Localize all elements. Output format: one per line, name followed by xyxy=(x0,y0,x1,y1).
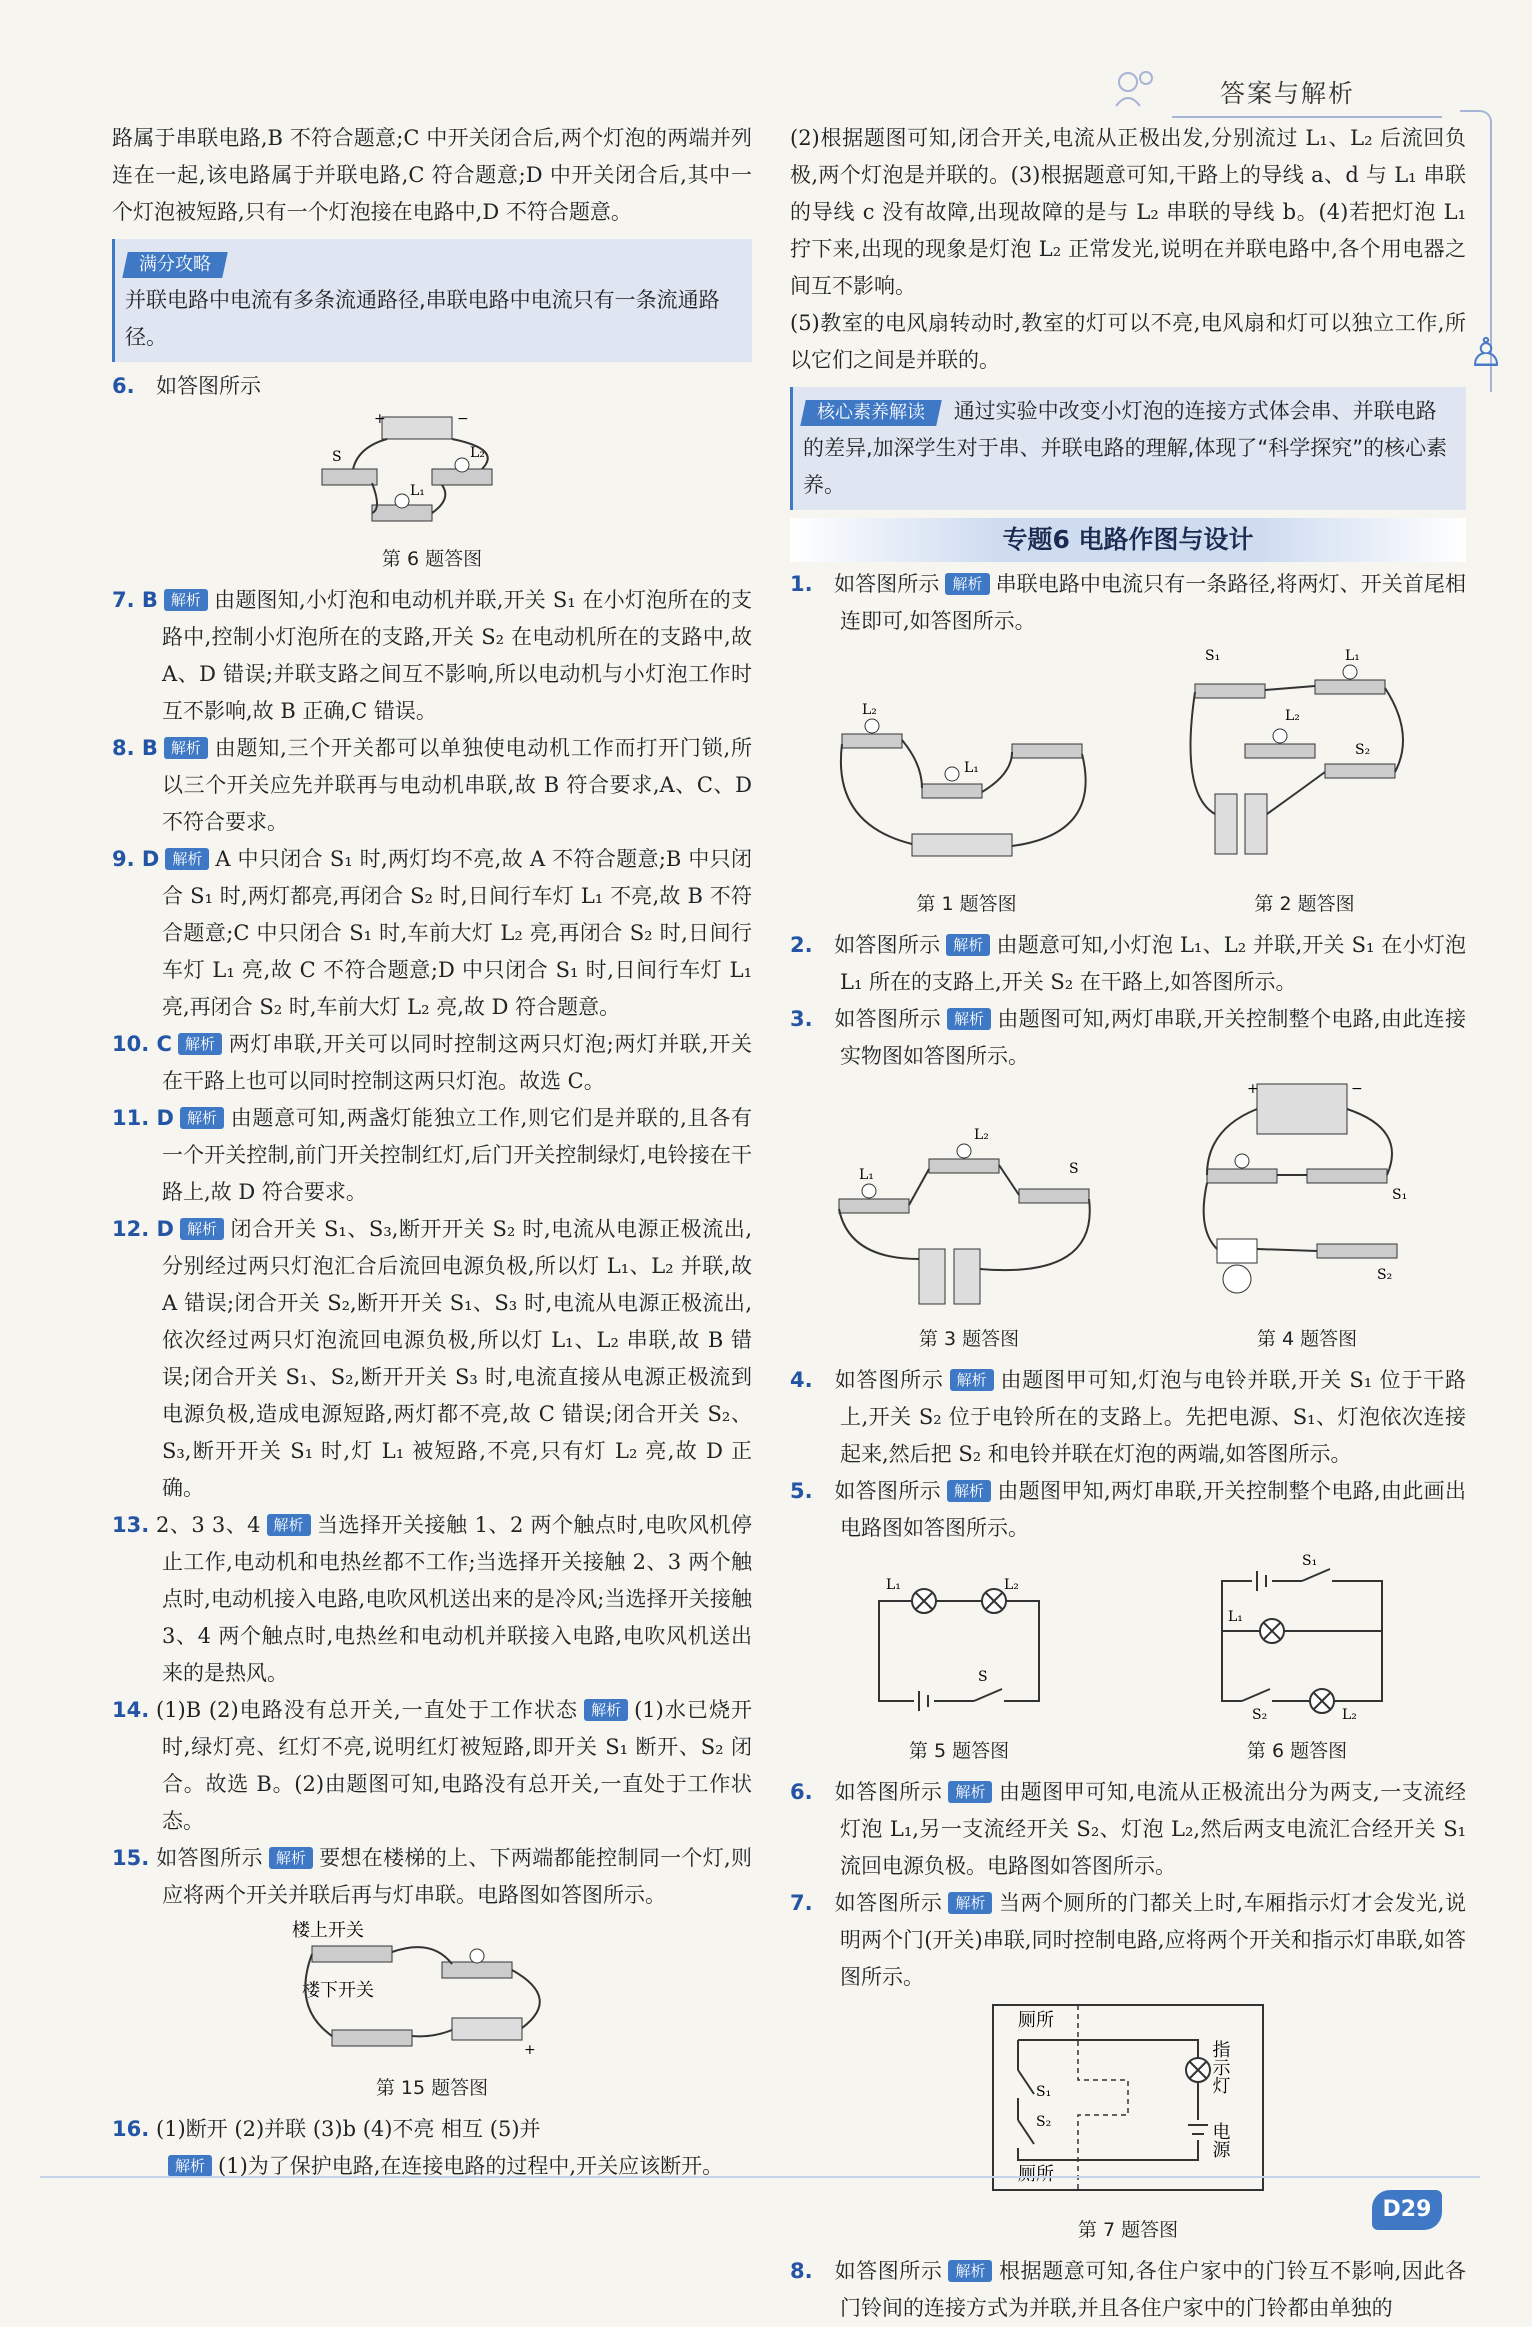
analysis-tag: 解析 xyxy=(269,1847,313,1869)
svg-text:S: S xyxy=(332,449,342,465)
core-literacy-box xyxy=(790,387,1466,510)
r-question-7: 7. 如答图所示 解析 当两个厕所的门都关上时,车厢指示灯才会发光,说明两个门(开关)串联,同时控制电路,应将两个开关和指示灯串联,如答图所示。 xyxy=(790,1891,1467,1989)
svg-text:L₂: L₂ xyxy=(1284,708,1300,724)
header-rule xyxy=(1172,116,1442,118)
circuit-diagram-r7 xyxy=(988,2000,1268,2200)
core-literacy-label: 核心素养解读 xyxy=(800,400,942,426)
page-number: D29 xyxy=(1372,2190,1442,2230)
svg-text:+: + xyxy=(524,2042,536,2058)
question-7: 7. B 解析 由题图知,小灯泡和电动机并联,开关 S₁ 在小灯泡所在的支路中,控制小灯泡所在的支路,开关 S₂ 在电动机所在的支路中,故 A、D 错误;并联支路之间互不影响,所以电动机与小灯泡工作时互不影响,故 B 正确,C 错误。 xyxy=(112,588,752,723)
analysis-tag: 解析 xyxy=(584,1699,628,1721)
svg-text:L₂: L₂ xyxy=(861,702,877,718)
circuit-diagram-6 xyxy=(312,409,552,529)
question-14: 14. (1)B (2)电路没有总开关,一直处于工作状态 解析 (1)水已烧开时,绿灯亮、红灯不亮,说明红灯被短路,即开关 S₁ 断开、S₂ 闭合。故选 B。(2)由题图可知,电路没有总开关,一直处于工作状态。 xyxy=(112,1698,752,1833)
svg-text:S₂: S₂ xyxy=(1377,1267,1393,1283)
core-literacy-text: 通过实验中改变小灯泡的连接方式体会串、并联电路的差异,加深学生对于串、并联电路的理解,体现了“科学探究”的核心素养。 xyxy=(803,399,1448,497)
svg-text:S₂: S₂ xyxy=(1354,742,1370,758)
fig7-lamp-label: 指示灯 xyxy=(1209,2040,1231,2094)
r-question-5: 5. 如答图所示 解析 由题图甲知,两灯串联,开关控制整个电路,由此画出电路图如答图所示。 xyxy=(790,1479,1467,1540)
figure-r6 xyxy=(1202,1551,1392,1770)
right-column xyxy=(790,120,1466,2327)
svg-text:L₂: L₂ xyxy=(974,1127,989,1143)
svg-text:S₁: S₁ xyxy=(1036,2084,1052,2100)
question-6: 6. 如答图所示 xyxy=(112,374,261,398)
r-question-4: 4. 如答图所示 解析 由题图甲可知,灯泡与电铃并联,开关 S₁ 位于干路上,开关 S₂ 位于电铃所在的支路上。先把电源、S₁、灯泡依次连接起来,然后把 S₂ 和电铃并联在灯泡的两端,如答图所示。 xyxy=(790,1368,1466,1466)
question-12: 12. D 解析 闭合开关 S₁、S₃,断开开关 S₂ 时,电流从电源正极流出,分别经过两只灯泡汇合后流回电源负极,所以灯 L₁、L₂ 并联,故 A 错误;闭合开关 S₂,断开开关 S₁、S₃ 时,电流从电源正极流出,依次经过两只灯泡流回电源负极,所以灯 L₁、L₂ 串联,故 B 错误;闭合开关 S₁、S₂,断开开关 S₃ 时,电流直接从电源正极流到电源负极,造成电源短路,两灯都不亮,故 C 错误;闭合开关 S₂、S₃,断开开关 S₁ 时,灯 L₁ 被短路,不亮,只有灯 L₂ 亮,故 D 正确。 xyxy=(112,1217,752,1500)
svg-text:L₁: L₁ xyxy=(410,483,425,499)
figure-r2 xyxy=(1185,644,1425,923)
analysis-tag: 解析 xyxy=(950,1369,994,1391)
r-question-8: 8. 如答图所示 解析 根据题意可知,各住户家中的门铃互不影响,因此各门铃间的连接方式为并联,并且各住户家中的门铃都由单独的 xyxy=(790,2259,1467,2320)
tip-text: 并联电路中电流有多条流通路径,串联电路中电流只有一条流通路径。 xyxy=(125,288,720,349)
svg-text:L₂: L₂ xyxy=(470,445,485,461)
figure-15 xyxy=(112,1918,752,2107)
question-13: 13. 2、3 3、4 解析 当选择开关接触 1、2 两个触点时,电吹风机停止工作,电动机和电热丝都不工作;当选择开关接触 2、3 两个触点时,电动机接入电路,电吹风机送出来的是冷风;当选择开关接触 3、4 两个触点时,电热丝和电动机并联接入电路,电吹风机送出来的是热风。 xyxy=(112,1513,752,1685)
svg-text:L₁: L₁ xyxy=(1228,1609,1243,1625)
tip-box xyxy=(112,239,752,362)
page-header xyxy=(1112,60,1442,120)
svg-text:S: S xyxy=(978,1669,988,1685)
fig15-top-label: 楼上开关 xyxy=(292,1920,364,1941)
header-title: 答案与解析 xyxy=(1220,79,1356,108)
analysis-tag: 解析 xyxy=(168,2155,212,2177)
r-question-2: 2. 如答图所示 解析 由题意可知,小灯泡 L₁、L₂ 并联,开关 S₁ 在小灯泡 L₁ 所在的支路上,开关 S₂ 在干路上,如答图所示。 xyxy=(790,933,1466,994)
mascot-icon xyxy=(1112,68,1164,108)
analysis-tag: 解析 xyxy=(164,737,208,759)
svg-text:S: S xyxy=(1069,1161,1079,1177)
figure-r1-caption: 第 1 题答图 xyxy=(916,893,1017,915)
svg-text:+: + xyxy=(374,411,386,427)
question-16-analysis: 解析 (1)为了保护电路,在连接电路的过程中,开关应该断开。 xyxy=(112,2148,752,2185)
tip-label: 满分攻略 xyxy=(122,252,228,278)
analysis-tag: 解析 xyxy=(165,848,209,870)
figure-r3-caption: 第 3 题答图 xyxy=(918,1328,1020,1350)
analysis-tag: 解析 xyxy=(267,1514,311,1536)
figure-r6-caption: 第 6 题答图 xyxy=(1246,1740,1348,1762)
fig7-bottom-label: 厕所 xyxy=(1018,2164,1054,2185)
analysis-tag: 解析 xyxy=(947,1008,991,1030)
svg-text:L₁: L₁ xyxy=(963,760,979,776)
figure-r5-caption: 第 5 题答图 xyxy=(908,1740,1010,1762)
svg-text:S₁: S₁ xyxy=(1392,1187,1408,1203)
analysis-tag: 解析 xyxy=(947,1480,991,1502)
analysis-tag: 解析 xyxy=(948,2260,992,2282)
question-10: 10. C 解析 两灯串联,开关可以同时控制这两只灯泡;两灯并联,开关在干路上也可以同时控制这两只灯泡。故选 C。 xyxy=(112,1032,752,1093)
figure-r2-caption: 第 2 题答图 xyxy=(1254,893,1355,915)
footer-rule xyxy=(40,2176,1480,2178)
continued-paragraph: (2)根据题图可知,闭合开关,电流从正极出发,分别流过 L₁、L₂ 后流回负极,两个灯泡是并联的。(3)根据题意可知,干路上的导线 a、d 与 L₁ 串联的导线 c 没有故障,出现故障的是与 L₂ 串联的导线 b。(4)若把灯泡 L₁ 拧下来,出现的现象是灯泡 L₂ 正常发光,说明在并联电路中,各个用电器之间互不影响。 xyxy=(790,126,1466,298)
svg-text:−: − xyxy=(1351,1081,1363,1097)
left-column xyxy=(112,120,752,2185)
svg-text:S₂: S₂ xyxy=(1252,1707,1268,1721)
figure-r7 xyxy=(790,2000,1466,2249)
section-title: 专题6 电路作图与设计 xyxy=(790,518,1466,562)
analysis-tag: 解析 xyxy=(180,1107,224,1129)
figure-15-caption: 第 15 题答图 xyxy=(375,2077,489,2099)
analysis-tag: 解析 xyxy=(948,1892,992,1914)
analysis-tag: 解析 xyxy=(946,934,990,956)
figure-r4-caption: 第 4 题答图 xyxy=(1256,1328,1358,1350)
svg-text:L₂: L₂ xyxy=(1342,1707,1357,1721)
r-question-3: 3. 如答图所示 解析 由题图可知,两灯串联,开关控制整个电路,由此连接实物图如答图所示。 xyxy=(790,1007,1467,1068)
figure-row-3-4 xyxy=(790,1079,1466,1358)
circuit-diagram-r5 xyxy=(864,1571,1054,1721)
svg-text:L₂: L₂ xyxy=(1004,1577,1019,1593)
svg-text:L₁: L₁ xyxy=(859,1167,874,1183)
svg-text:S₁: S₁ xyxy=(1302,1553,1318,1569)
svg-text:−: − xyxy=(457,411,469,427)
circuit-diagram-r6 xyxy=(1202,1551,1392,1721)
analysis-tag: 解析 xyxy=(180,1218,224,1240)
stick-figure-icon: ♙ xyxy=(1468,330,1504,376)
intro-paragraph: 路属于串联电路,B 不符合题意;C 中开关闭合后,两个灯泡的两端并列连在一起,该电路属于并联电路,C 符合题意;D 中开关闭合后,其中一个灯泡被短路,只有一个灯泡接在电路中,D 不符合题意。 xyxy=(112,126,752,224)
figure-r7-caption: 第 7 题答图 xyxy=(1077,2219,1179,2241)
svg-text:L₁: L₁ xyxy=(886,1577,901,1593)
figure-r3 xyxy=(829,1109,1109,1358)
circuit-diagram-15 xyxy=(292,1918,572,2058)
question-16: 16. (1)断开 (2)并联 (3)b (4)不亮 相互 (5)并 xyxy=(112,2117,541,2141)
analysis-tag: 解析 xyxy=(948,1781,992,1803)
circuit-diagram-r1 xyxy=(832,674,1102,874)
fig7-power-label: 电源 xyxy=(1209,2122,1231,2158)
question-8: 8. B 解析 由题知,三个开关都可以单独使电动机工作而打开门锁,所以三个开关应先并联再与电动机串联,故 B 符合要求,A、C、D 不符合要求。 xyxy=(112,736,752,834)
analysis-tag: 解析 xyxy=(178,1033,222,1055)
fig7-top-label: 厕所 xyxy=(1018,2010,1054,2031)
r-question-6: 6. 如答图所示 解析 由题图甲可知,电流从正极流出分为两支,一支流经灯泡 L₁,另一支流经开关 S₂、灯泡 L₂,然后两支电流汇合经开关 S₁ 流回电源负极。电路图如答图所示。 xyxy=(790,1780,1467,1878)
figure-6 xyxy=(112,409,752,578)
svg-text:S₂: S₂ xyxy=(1036,2114,1052,2130)
r-question-1: 1. 如答图所示 解析 串联电路中电流只有一条路径,将两灯、开关首尾相连即可,如答图所示。 xyxy=(790,572,1466,633)
figure-r4 xyxy=(1187,1079,1427,1358)
circuit-diagram-r3 xyxy=(829,1109,1109,1309)
figure-6-caption: 第 6 题答图 xyxy=(381,548,483,570)
question-15: 15. 如答图所示 解析 要想在楼梯的上、下两端都能控制同一个灯,则应将两个开关并联后再与灯串联。电路图如答图所示。 xyxy=(112,1846,752,1907)
figure-row-1-2 xyxy=(790,644,1466,923)
fig15-mid-label: 楼下开关 xyxy=(302,1980,374,2001)
question-9: 9. D 解析 A 中只闭合 S₁ 时,两灯均不亮,故 A 不符合题意;B 中只闭合 S₁ 时,两灯都亮,再闭合 S₂ 时,日间行车灯 L₁ 不亮,故 B 不符合题意;C 中只闭合 S₁ 时,车前大灯 L₂ 亮,再闭合 S₂ 时,日间行车灯 L₁ 亮,故 C 不符合题意;D 中只闭合 S₁ 时,日间行车灯 L₁ 亮,再闭合 S₂ 时,车前大灯 L₂ 亮,故 D 符合题意。 xyxy=(112,847,752,1019)
analysis-tag: 解析 xyxy=(164,589,208,611)
figure-row-5-6 xyxy=(790,1551,1466,1770)
question-11: 11. D 解析 由题意可知,两盏灯能独立工作,则它们是并联的,且各有一个开关控制,前门开关控制红灯,后门开关控制绿灯,电铃接在干路上,故 D 符合要求。 xyxy=(112,1106,752,1204)
svg-text:L₁: L₁ xyxy=(1344,648,1360,664)
svg-text:+: + xyxy=(1247,1081,1259,1097)
figure-r1 xyxy=(832,674,1102,923)
circuit-diagram-r4 xyxy=(1187,1079,1427,1309)
circuit-diagram-r2 xyxy=(1185,644,1425,874)
analysis-tag: 解析 xyxy=(945,573,989,595)
svg-text:S₁: S₁ xyxy=(1204,648,1220,664)
continued-paragraph-2: (5)教室的电风扇转动时,教室的灯可以不亮,电风扇和灯可以独立工作,所以它们之间是并联的。 xyxy=(790,311,1466,372)
figure-r5 xyxy=(864,1571,1054,1770)
